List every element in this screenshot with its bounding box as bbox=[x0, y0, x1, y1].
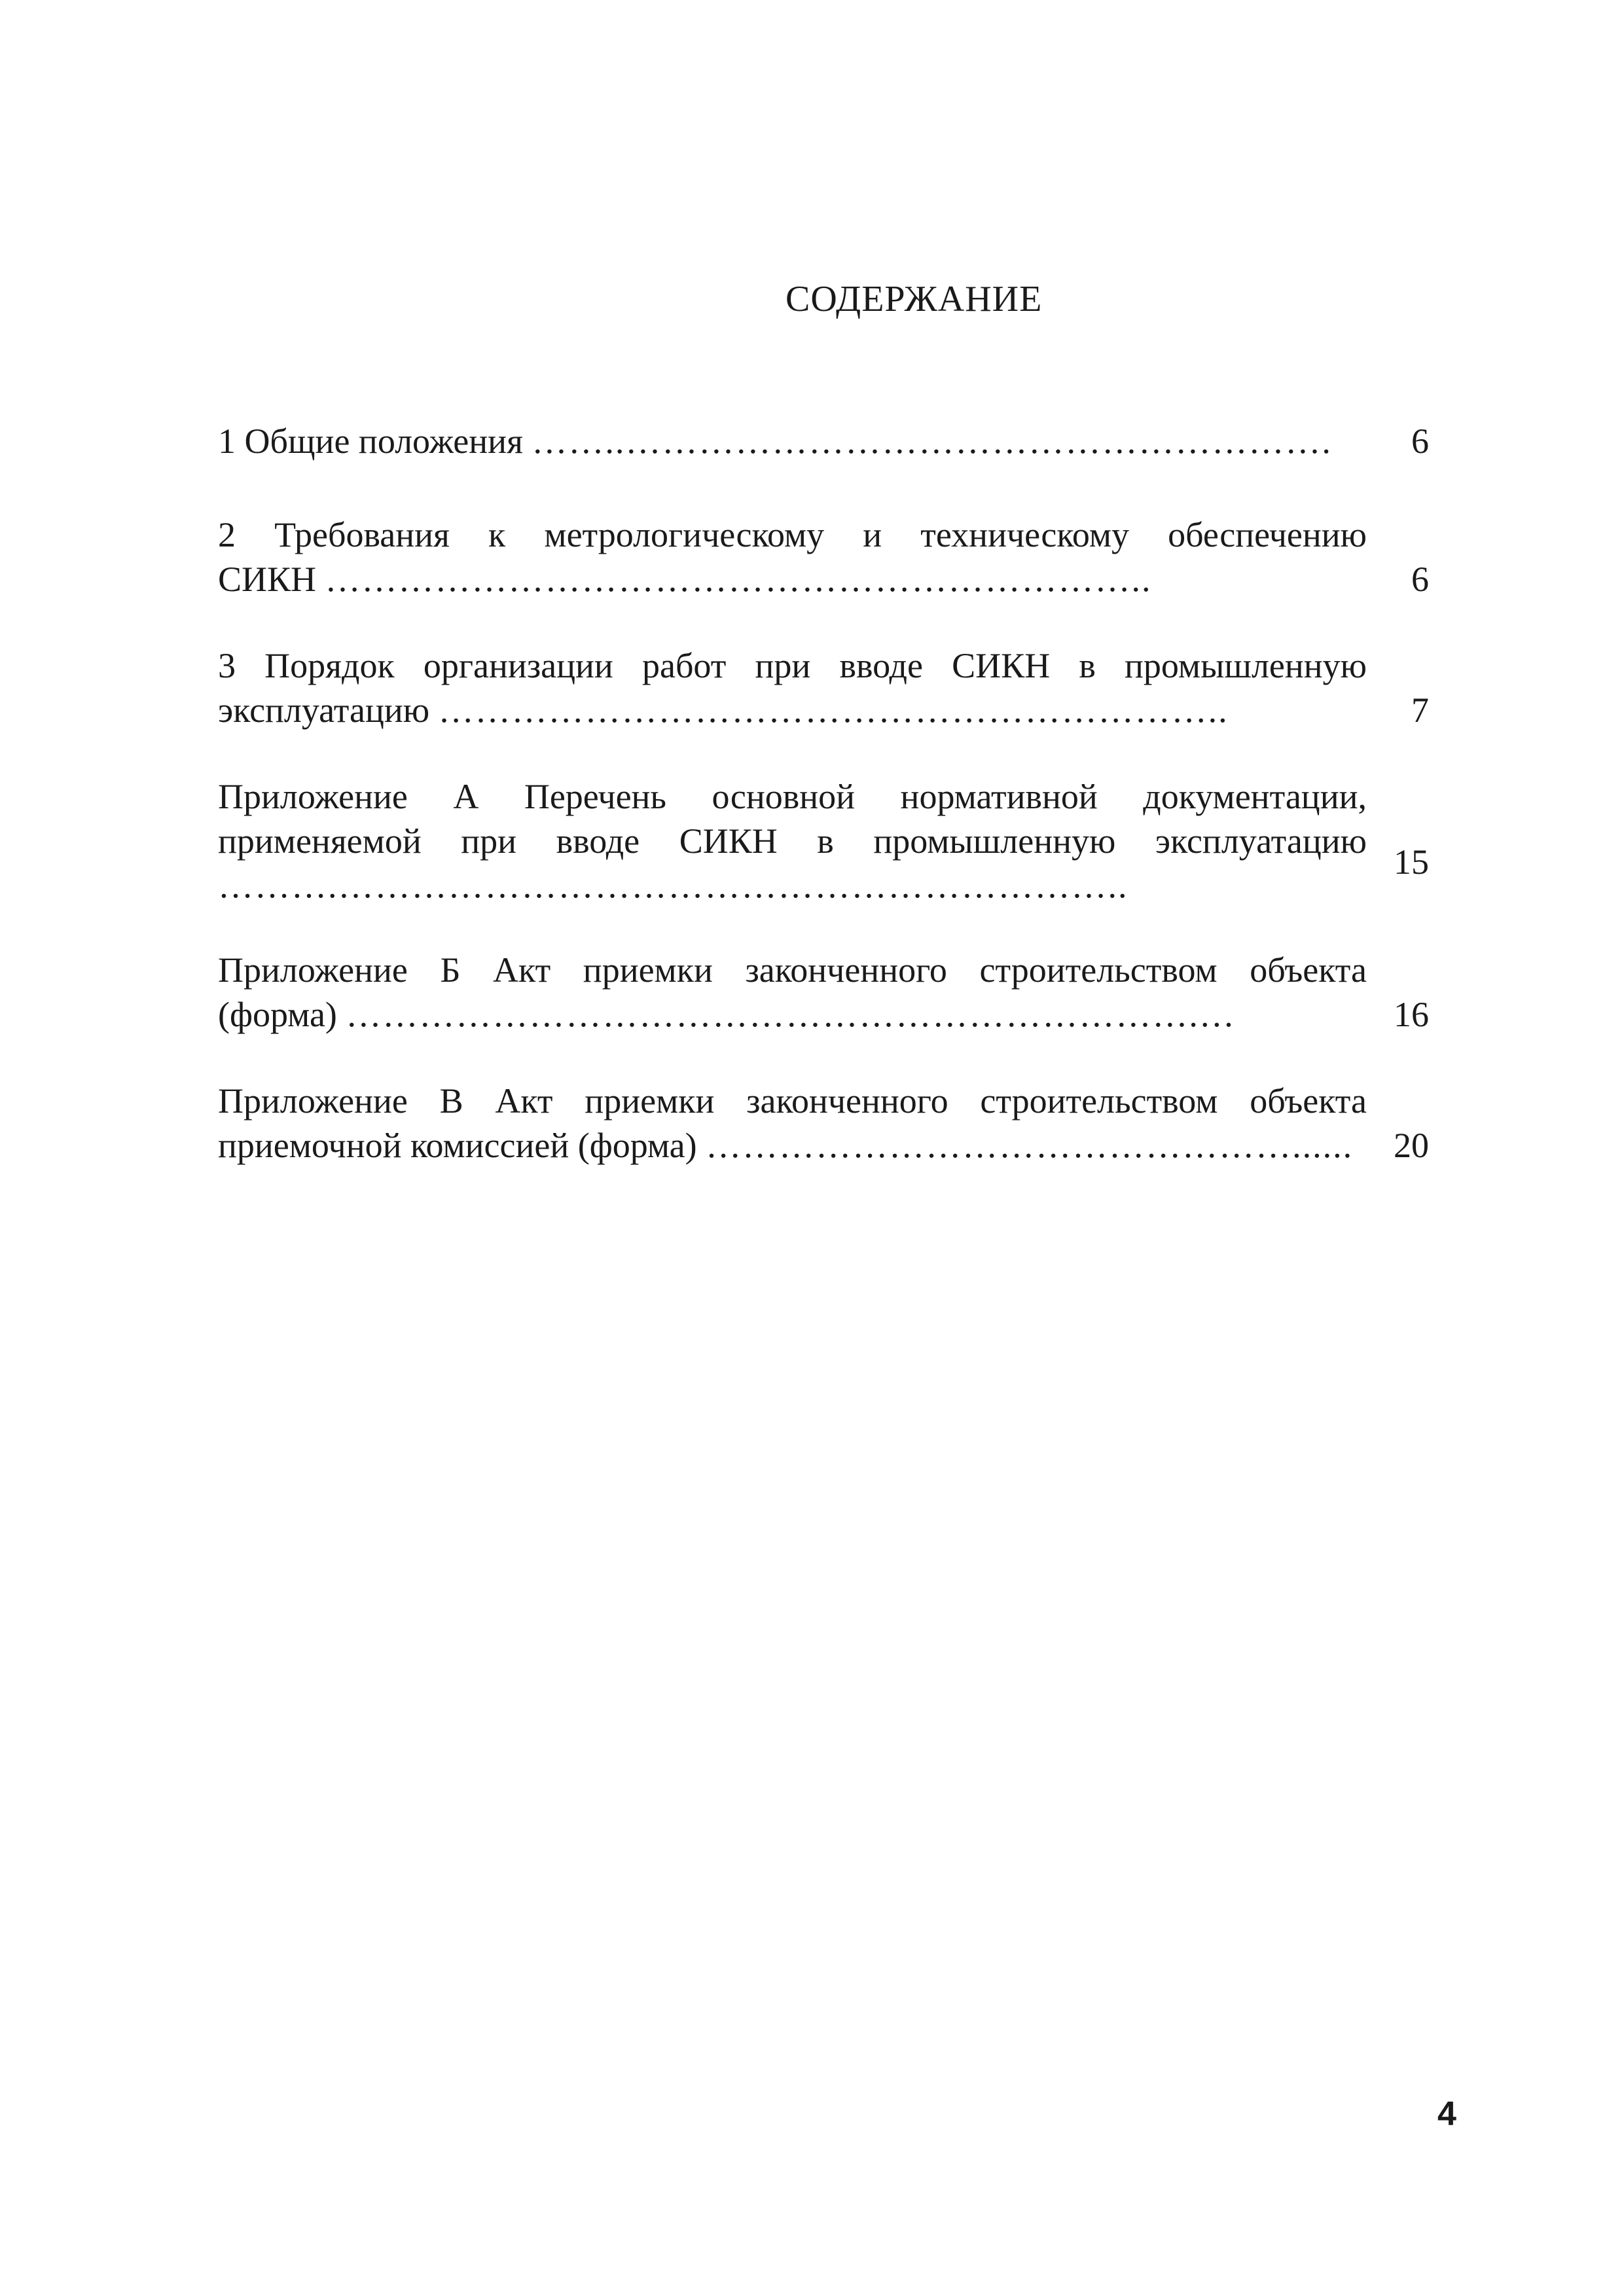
toc-page-number: 16 bbox=[1394, 995, 1429, 1034]
toc-leader-dots: ……….……………………………………………………….. bbox=[218, 866, 1128, 905]
toc-entry-requirements[interactable] bbox=[218, 512, 1429, 601]
toc-leader-dots: ……..…………………………………………………. bbox=[532, 422, 1332, 461]
toc-entry-line bbox=[218, 557, 1367, 601]
toc-entry-text: Приложение В Акт приемки законченного строительством объекта bbox=[218, 1081, 1367, 1121]
toc-entry-text: применяемой при вводе СИКН в промышленную эксплуатацию bbox=[218, 821, 1367, 861]
toc-entry-text: 1 Общие положения bbox=[218, 422, 523, 461]
toc-entry-appendix-a[interactable] bbox=[218, 774, 1429, 908]
toc-entry-line bbox=[218, 419, 1367, 463]
toc-page-number: 7 bbox=[1411, 691, 1429, 730]
toc-page-number: 15 bbox=[1394, 842, 1429, 882]
toc-entry-work-order[interactable] bbox=[218, 643, 1429, 732]
toc-page-number: 6 bbox=[1411, 560, 1429, 599]
toc-leader-dots: ……………………………………………………….. bbox=[438, 691, 1229, 730]
toc-entry-text: 3 Порядок организации работ при вводе СИКН в промышленную bbox=[218, 646, 1367, 685]
toc-entry-text: Приложение А Перечень основной нормативной документации, bbox=[218, 777, 1367, 816]
toc-entry-text: эксплуатацию bbox=[218, 691, 430, 730]
toc-entry-general-provisions[interactable] bbox=[218, 419, 1429, 463]
toc-entry-line bbox=[218, 992, 1367, 1037]
toc-page-number: 6 bbox=[1411, 422, 1429, 461]
toc-entry-appendix-v[interactable] bbox=[218, 1079, 1429, 1168]
toc-title: СОДЕРЖАНИЕ bbox=[785, 279, 1043, 319]
toc-entry-line bbox=[218, 1123, 1367, 1168]
toc-page-number: 20 bbox=[1394, 1126, 1429, 1165]
toc-leader-dots: ………………………………………………………….. bbox=[325, 560, 1152, 599]
page-number: 4 bbox=[1437, 2095, 1456, 2133]
toc-entry-text: 2 Требования к метрологическому и техническому обеспечению bbox=[218, 515, 1367, 554]
toc-entry-text: приемочной комиссией (форма) bbox=[218, 1126, 697, 1165]
toc-entry-text: СИКН bbox=[218, 560, 317, 599]
toc-leader-dots: …………………………………………………………….… bbox=[346, 995, 1236, 1034]
toc-entry-line bbox=[218, 688, 1367, 732]
toc-entry-appendix-b[interactable] bbox=[218, 948, 1429, 1037]
toc-entry-text: Приложение Б Акт приемки законченного строительством объекта bbox=[218, 950, 1367, 990]
toc-leader-dots: …………………………………………...... bbox=[706, 1126, 1354, 1165]
toc-entry-text: (форма) bbox=[218, 995, 337, 1034]
